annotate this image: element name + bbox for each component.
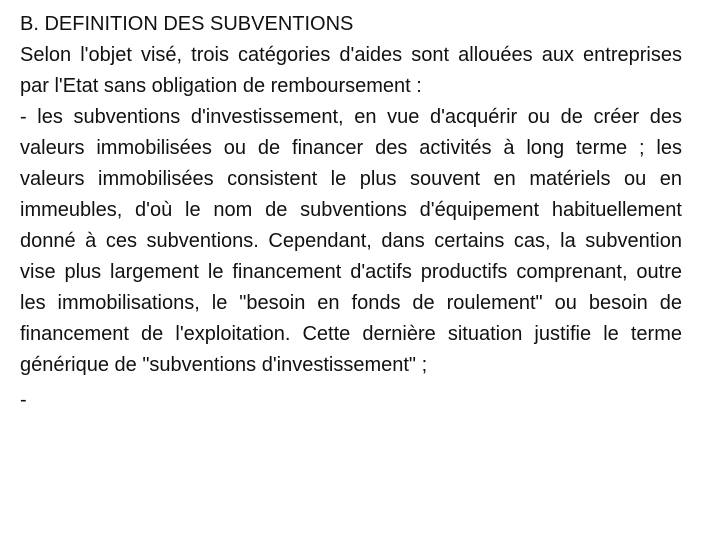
intro-paragraph: Selon l'objet visé, trois catégories d'aides sont allouées aux entreprises par l'Etat sans obligation de remboursement : xyxy=(20,44,682,97)
section-heading: B. DEFINITION DES SUBVENTIONS xyxy=(20,13,354,35)
document-body xyxy=(20,9,682,416)
bullet-investment-subsidies: - les subventions d'investissement, en vue d'acquérir ou de créer des valeurs immobilisées ou de financer des activités à long terme ; les valeurs immobilisées consistent le plus souvent en matériels ou en immeubles, d'où le nom de subventions d'équipement habituellement donné à ces subventions. Cependant, dans certains cas, la subvention vise plus largement le financement d'actifs productifs comprenant, outre les immobilisations, le "besoin en fonds de roulement" ou besoin de financement de l'exploitation. Cette dernière situation justifie le terme générique de "subventions d'investissement" ; xyxy=(20,106,682,376)
bullet-empty-dash: - xyxy=(20,389,27,411)
